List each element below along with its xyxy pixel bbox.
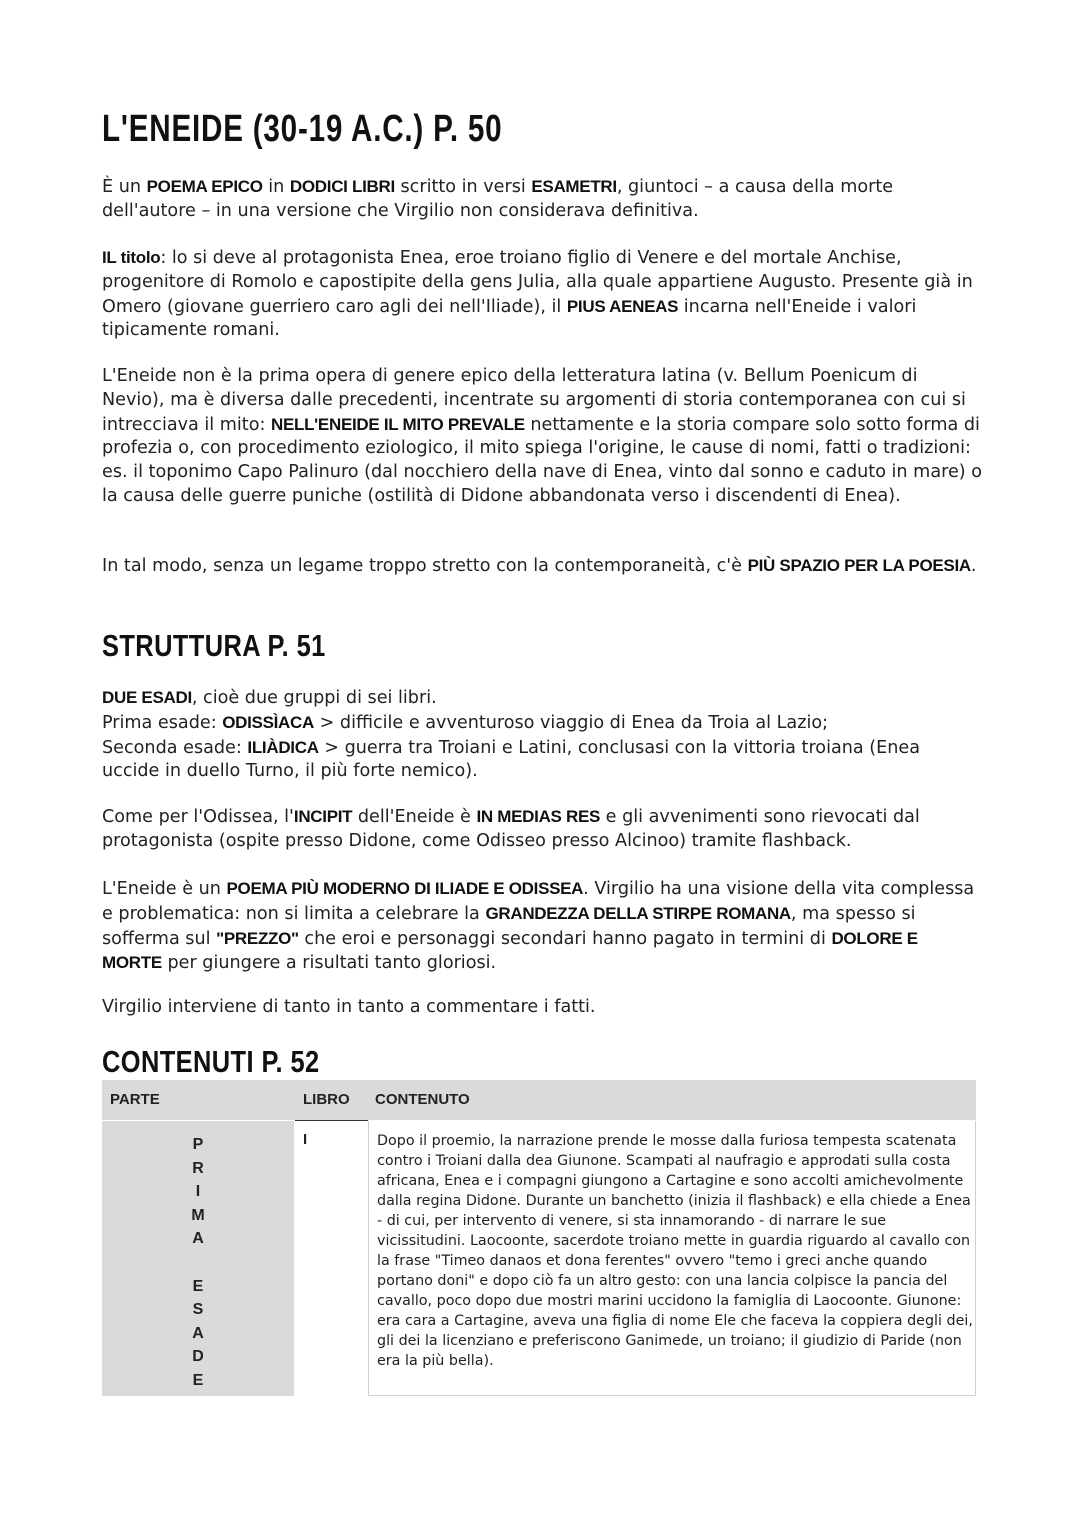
struttura-heading: STRUTTURA P. 51 [102, 628, 326, 663]
header-parte: PARTE [110, 1091, 160, 1108]
keyword-odissiaca: ODISSÌACA [222, 712, 314, 732]
contenuti-table [102, 1080, 976, 1396]
intro-paragraph: È un POEMA EPICO in DODICI LIBRI scritto in versi ESAMETRI, giuntoci – a causa della morte dell'autore – in una versione che Virgilio non considerava definitiva. [102, 177, 894, 221]
keyword-prezzo: "PREZZO" [216, 928, 299, 948]
spazio-paragraph: In tal modo, senza un legame troppo stretto con la contemporaneità, c'è PIÙ SPAZIO PER LA POESIA. [102, 556, 977, 576]
keyword-in-medias-res: IN MEDIAS RES [476, 807, 601, 826]
libro-value: I [303, 1131, 308, 1148]
moderno-paragraph: L'Eneide è un POEMA PIÙ MODERNO DI ILIADE E ODISSEA. Virgilio ha una visione della vita complessa e problematica: non si limita a celebrare la GRANDEZZA DELLA STIRPE ROMANA, ma spesso si sofferma sul "PREZZO" che eroi e personaggi secondari hanno pagato in termini di DOLORE E MORTE per giungere a risultati tanto gloriosi. [102, 879, 975, 974]
contenuto-cell [369, 1121, 976, 1396]
esadi-paragraph: DUE ESADI, cioè due gruppi di sei libri. Prima esade: ODISSÌACA > difficile e avventuroso viaggio di Enea da Troia al Lazio; Seconda esade: ILIÀDICA > guerra tra Troiani e Latini, conclusasi con la vittoria troiana (Enea uccide in duello Turno, il più forte nemico). [102, 688, 920, 782]
libro-cell [295, 1121, 369, 1396]
parte-cell [102, 1121, 294, 1396]
keyword-grandezza-stirpe: GRANDEZZA DELLA STIRPE ROMANA [485, 903, 791, 923]
keyword-spazio-poesia: PIÙ SPAZIO PER LA POESIA [747, 556, 971, 575]
keyword-pius-aeneas: PIUS AENEAS [566, 296, 679, 316]
header-contenuto: CONTENUTO [375, 1091, 470, 1108]
keyword-iliadica: ILIÀDICA [247, 737, 319, 757]
keyword-poema-moderno: POEMA PIÙ MODERNO DI ILIADE E ODISSEA [226, 879, 584, 898]
keyword-il-titolo: IL titolo [102, 248, 161, 267]
keyword-dolore-morte: DOLORE E MORTE [102, 928, 918, 973]
parte-vertical-label: P R I M A E S A D E [191, 1136, 205, 1389]
keyword-esametri: ESAMETRI [531, 177, 617, 196]
keyword-poema-epico: POEMA EPICO [146, 177, 263, 196]
keyword-dodici-libri: DODICI LIBRI [289, 177, 395, 196]
keyword-incipit: INCIPIT [293, 807, 353, 826]
contenuto-text: Dopo il proemio, la narrazione prende le mosse dalla furiosa tempesta scatenata contro i Troiani dalla dea Giunone. Scampati al naufragio e approdati sulla costa africana, Enea e i compagni giungono a Cartagine e sono accolti amichevolmente dalla regina Didone. Durante un banchetto (inizia il flashback) e ella chiede a Enea - di cui, per intervento di venere, si sta innamorando - di narrare le sue vicissitudini. Laocoonte, sacerdote troiano mette in guardia riguardo al cavallo con la frase "Timeo danaos et dona ferentes" ovvero "temo i greci anche quando portano doni" e dopo ciò fa un altro gesto: con una lancia colpisce la pancia del cavallo, poco dopo due mostri marini uccidono la famiglia di Laocoonte. Giunone: era cara a Cartagine, aveva una figlia di nome Ele che faceva la coppiera degli dei, gli dei la licenziano e preferiscono Ganimede, un troiano; il giudizio di Paride (non era la più bella). [377, 1133, 973, 1369]
keyword-due-esadi: DUE ESADI [102, 688, 192, 707]
titolo-paragraph: IL titolo: lo si deve al protagonista Enea, eroe troiano figlio di Venere e del mortale Anchise, progenitore di Romolo e capostipite della gens Julia, alla quale appartiene Augusto. Presente già in Omero (giovane guerriero caro agli dei nell'Iliade), il PIUS AENEAS incarna nell'Eneide i valori tipicamente romani. [102, 248, 973, 341]
contenuti-heading: CONTENUTI P. 52 [102, 1044, 320, 1079]
page-title: L'ENEIDE (30-19 A.C.) P. 50 [102, 108, 503, 150]
keyword-mito-prevale: NELL'ENEIDE IL MITO PREVALE [271, 414, 525, 434]
virgilio-paragraph: Virgilio interviene di tanto in tanto a commentare i fatti. [102, 997, 596, 1017]
table-header-row [102, 1080, 976, 1120]
mito-paragraph: L'Eneide non è la prima opera di genere epico della letteratura latina (v. Bellum Poenicum di Nevio), ma è diversa dalle precedenti, incentrate su argomenti di storia contemporanea con cui si intrecciava il mito: NELL'ENEIDE IL MITO PREVALE nettamente e la storia compare solo sotto forma di profezia o, con procedimento eziologico, il mito spiega l'origine, le cause di nomi, fatti o tradizioni: es. il toponimo Capo Palinuro (dal nocchiero della nave di Enea, vinto dal sonno e caduto in mare) o la causa delle guerre puniche (ostilità di Didone abbandonata verso i discendenti di Enea). [102, 366, 982, 506]
incipit-paragraph: Come per l'Odissea, l'INCIPIT dell'Eneide è IN MEDIAS RES e gli avvenimenti sono rievocati dal protagonista (ospite presso Didone, come Odisseo presso Alcinoo) tramite flashback. [102, 807, 920, 851]
header-libro: LIBRO [303, 1091, 350, 1108]
